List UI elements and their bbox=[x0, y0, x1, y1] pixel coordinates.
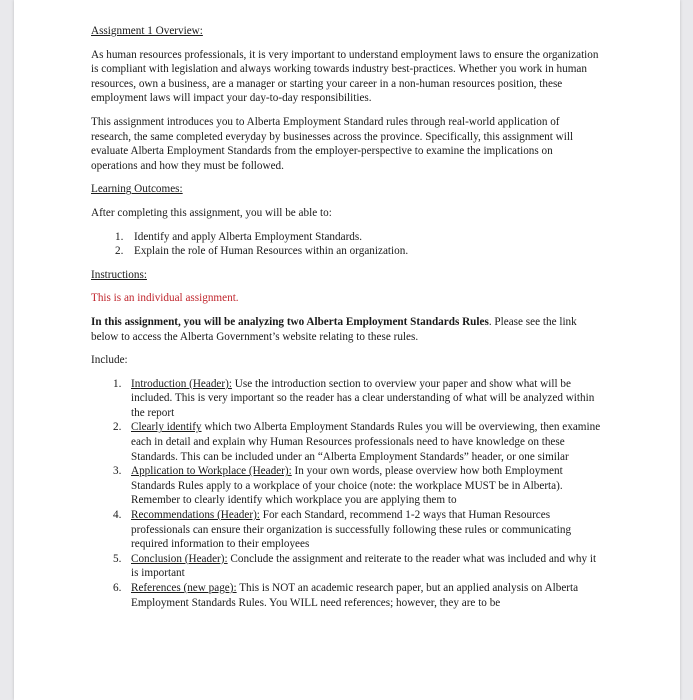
item-label: References (new page): bbox=[131, 582, 237, 594]
document-page bbox=[14, 0, 680, 700]
item-number: 4. bbox=[113, 509, 122, 522]
document-content bbox=[91, 24, 601, 619]
item-number: 2. bbox=[113, 421, 122, 434]
item-text: Conclude the assignment and reiterate to the reader what was included and why it is important bbox=[131, 552, 597, 580]
item-text: Use the introduction section to overview your paper and show what will be included. This is very important so the reader has a clear understanding of what will be analyzed within the report bbox=[131, 377, 595, 419]
intro-paragraph-1: As human resources professionals, it is very important to understand employment laws to ensure the organization is compliant with legislation and always working towards industry best-practices. Whether you work in human resources, own a business, are a manager or starting your career in a non-human resources position, these employment laws will impact your day-to-day responsibilities. bbox=[91, 48, 599, 105]
item-label: Conclusion (Header): bbox=[131, 552, 228, 565]
item-label: Clearly identify bbox=[131, 421, 202, 434]
item-label: Application to Workplace (Header): bbox=[131, 465, 292, 478]
list-item bbox=[91, 244, 601, 259]
item-text: Identify and apply Alberta Employment Standards. bbox=[134, 230, 363, 243]
learning-outcomes-heading: Learning Outcomes: bbox=[91, 183, 183, 196]
item-number: 5. bbox=[113, 552, 122, 565]
item-text: Explain the role of Human Resources within an organization. bbox=[134, 245, 409, 258]
list-item bbox=[91, 464, 601, 508]
item-number: 1. bbox=[115, 230, 124, 243]
item-number: 6. bbox=[113, 582, 122, 594]
instructions-heading: Instructions: bbox=[91, 268, 147, 281]
item-text: In your own words, please overview how both Employment Standards Rules apply to a workplace of your choice (note: the workplace MUST be in Alberta). Remember to clearly identify which workplace you are applying them to bbox=[131, 465, 563, 507]
item-number: 1. bbox=[113, 377, 122, 390]
learning-outcomes-list bbox=[91, 230, 601, 259]
list-item bbox=[91, 552, 601, 581]
outcomes-intro: After completing this assignment, you will be able to: bbox=[91, 206, 332, 219]
item-number: 2. bbox=[115, 245, 124, 258]
list-item bbox=[91, 420, 601, 464]
item-number: 3. bbox=[113, 465, 122, 478]
analysis-bold-text: In this assignment, you will be analyzing two Alberta Employment Standards Rules bbox=[91, 315, 489, 328]
item-text: which two Alberta Employment Standards Rules you will be overviewing, then examine each in detail and explain why Human Resources professionals need to have knowledge on these Standards. This can be included under an “Alberta Employment Standards” header, or one similar bbox=[131, 421, 601, 463]
individual-assignment-note: This is an individual assignment. bbox=[91, 292, 239, 305]
list-item bbox=[91, 230, 601, 245]
include-list bbox=[91, 377, 601, 611]
item-label: Recommendations (Header): bbox=[131, 509, 260, 522]
analysis-paragraph bbox=[91, 315, 601, 344]
include-label: Include: bbox=[91, 354, 128, 367]
list-item bbox=[91, 581, 601, 610]
item-text: For each Standard, recommend 1-2 ways that Human Resources professionals can ensure their organization is successfully following these rules or communicating required information to their employees bbox=[131, 509, 572, 551]
item-text: This is NOT an academic research paper, but an applied analysis on Alberta Employment Standards Rules. You WILL need references; however, they are to be bbox=[131, 582, 579, 609]
intro-paragraph-2: This assignment introduces you to Alberta Employment Standard rules through real-world application of research, the same completed everyday by businesses across the province. Specifically, this assignment will evaluate Alberta Employment Standards from the employer-perspective to examine the implications on operations and how they must be followed. bbox=[91, 115, 574, 172]
list-item bbox=[91, 508, 601, 552]
analysis-rest-text: . Please see the link below to access the Alberta Government’s website relating to these rules. bbox=[91, 315, 577, 343]
list-item bbox=[91, 377, 601, 421]
overview-heading: Assignment 1 Overview: bbox=[91, 25, 203, 37]
item-label: Introduction (Header): bbox=[131, 377, 232, 390]
